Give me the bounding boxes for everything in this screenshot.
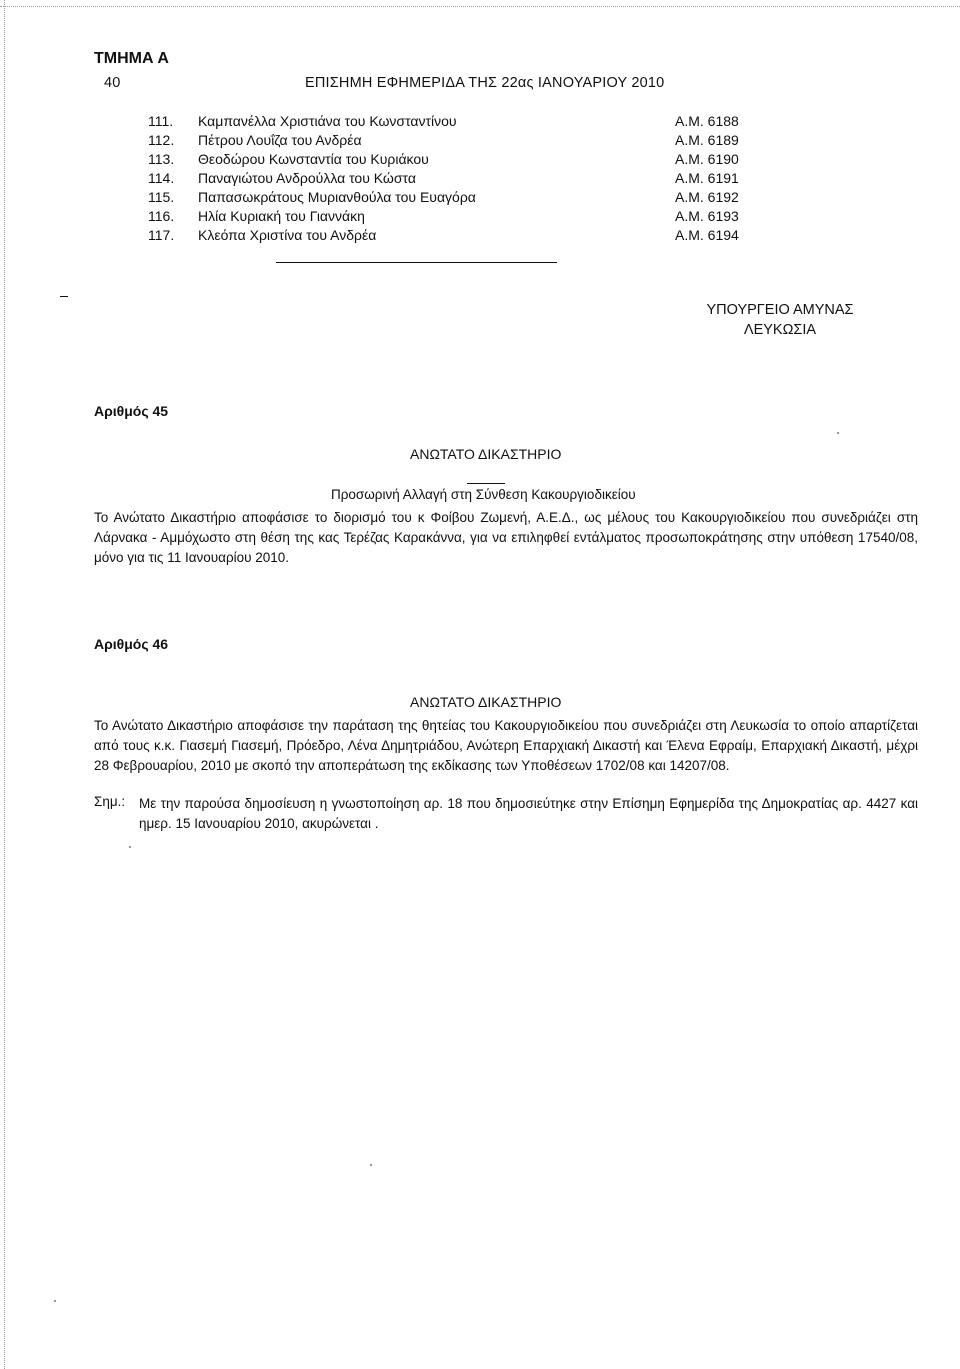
running-header: ΕΠΙΣΗΜΗ ΕΦΗΜΕΡΙΔΑ ΤΗΣ 22ας ΙΑΝΟΥΑΡΙΟΥ 2010	[305, 75, 665, 91]
page-number: 40	[104, 75, 121, 91]
list-item-am: Α.Μ. 6190	[675, 151, 739, 167]
list-item-number: 112.	[148, 132, 175, 148]
list-item-am: Α.Μ. 6194	[675, 227, 739, 243]
list-item-number: 113.	[148, 151, 175, 167]
separator-rule	[276, 262, 557, 263]
list-item	[148, 227, 768, 247]
list-item	[148, 132, 768, 152]
notice-45-number: Αριθμός 45	[94, 403, 169, 419]
scan-edge-left	[4, 0, 7, 1369]
list-item-name: Καμπανέλλα Χριστιάνα του Κωνσταντίνου	[198, 113, 457, 129]
list-item-name: Κλεόπα Χριστίνα του Ανδρέα	[198, 227, 377, 243]
list-item-name: Πέτρου Λουΐζα του Ανδρέα	[198, 132, 362, 148]
list-item-name: Θεοδώρου Κωνσταντία του Κυριάκου	[198, 151, 429, 167]
list-item	[148, 170, 768, 190]
note-label: Σημ.:	[94, 794, 126, 809]
list-item-number: 116.	[148, 208, 175, 224]
subheading-mark	[467, 483, 505, 484]
list-item-number: 114.	[148, 170, 175, 186]
scan-speck	[54, 1300, 56, 1302]
list-item	[148, 208, 768, 228]
list-item-am: Α.Μ. 6191	[675, 170, 739, 186]
list-item-name: Ηλία Κυριακή του Γιαννάκη	[198, 208, 365, 224]
list-item-name: Παπασωκράτους Μυριανθούλα του Ευαγόρα	[198, 189, 476, 205]
scan-speck	[370, 1164, 372, 1166]
note-text: Με την παρούσα δημοσίευση η γνωστοποίηση αρ. 18 που δημοσιεύτηκε στην Επίσημη Εφημερίδα της Δημοκρατίας αρ. 4427 και ημερ. 15 Ιανουαρίου 2010, ακυρώνεται .	[139, 796, 918, 831]
list-item-am: Α.Μ. 6189	[675, 132, 739, 148]
ministry-city: ΛΕΥΚΩΣΙΑ	[743, 322, 817, 338]
scan-edge-top	[0, 6, 960, 8]
scan-speck	[837, 432, 839, 434]
section-label: ΤΜΗΜΑ Α	[94, 50, 169, 67]
list-item-number: 115.	[148, 189, 175, 205]
notice-45-subheading: Προσωρινή Αλλαγή στη Σύνθεση Κακουργιοδικείου	[331, 487, 636, 502]
list-item-number: 117.	[148, 227, 175, 243]
margin-dash	[60, 296, 68, 297]
notice-46-number: Αριθμός 46	[94, 636, 169, 652]
list-item	[148, 151, 768, 171]
notice-45-court-heading: ΑΝΩΤΑΤΟ ΔΙΚΑΣΤΗΡΙΟ	[410, 446, 562, 462]
ministry-name: ΥΠΟΥΡΓΕΙΟ ΑΜΥΝΑΣ	[706, 302, 854, 318]
scan-speck	[129, 846, 131, 848]
list-item	[148, 113, 768, 133]
notice-46-body: Το Ανώτατο Δικαστήριο αποφάσισε την παράταση της θητείας του Κακουργιοδικείου που συνεδριάζει στη Λευκωσία το οποίο απαρτίζεται από τους κ.κ. Γιασεμή Γιασεμή, Πρόεδρο, Λένα Δημητριάδου, Ανώτερη Επαρχιακή Δικαστή και Έλενα Εφραίμ, Επαρχιακή Δικαστή, μέχρι 28 Φεβρουαρίου, 2010 με σκοπό την αποπεράτωση της εκδίκασης των Υποθέσεων 1702/08 και 14207/08.	[94, 718, 918, 773]
list-item-name: Παναγιώτου Ανδρούλλα του Κώστα	[198, 170, 416, 186]
list-item-number: 111.	[148, 113, 174, 129]
notice-45-body: Το Ανώτατο Δικαστήριο αποφάσισε το διορισμό του κ Φοίβου Ζωμενή, Α.Ε.Δ., ως μέλους του Κακουργιοδικείου που συνεδριάζει στη Λάρνακα - Αμμόχωστο στη θέση της κας Τερέζας Καρακάννα, για να επιληφθεί εντάλματος προσωποκράτησης στην υπόθεση 17540/08, μόνο για τις 11 Ιανουαρίου 2010.	[94, 510, 918, 565]
list-item-am: Α.Μ. 6192	[675, 189, 739, 205]
list-item-am: Α.Μ. 6193	[675, 208, 739, 224]
list-item	[148, 189, 768, 209]
notice-46-court-heading: ΑΝΩΤΑΤΟ ΔΙΚΑΣΤΗΡΙΟ	[410, 694, 562, 710]
list-item-am: Α.Μ. 6188	[675, 113, 739, 129]
